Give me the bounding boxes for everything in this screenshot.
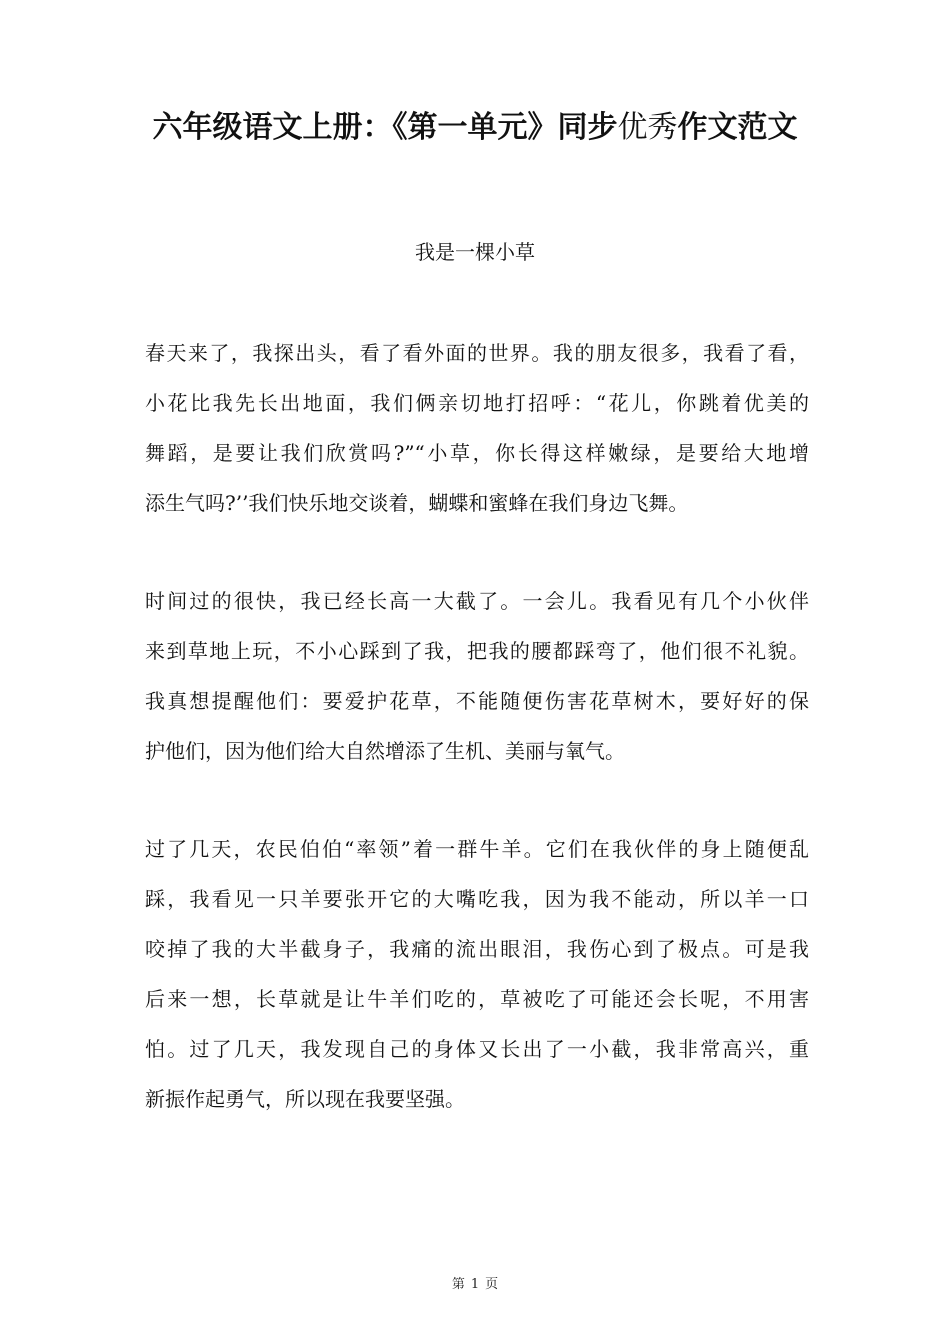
paragraph-3 bbox=[145, 824, 809, 1124]
paragraph-line: 小花比我先长出地面，我们俩亲切地打招呼：“花儿，你跳着优美的 bbox=[145, 391, 809, 415]
paragraph-line: 春天来了，我探出头，看了看外面的世界。我的朋友很多，我看了看， bbox=[145, 341, 809, 365]
paragraph-line: 新振作起勇气，所以现在我要坚强。 bbox=[145, 1087, 465, 1111]
paragraph-line: 我真想提醒他们：要爱护花草，不能随便伤害花草树木，要好好的保 bbox=[145, 689, 809, 713]
paragraph-line: 时间过的很快，我已经长高一大截了。一会儿。我看见有几个小伙伴 bbox=[145, 589, 809, 613]
paragraph-line: 舞蹈，是要让我们欣赏吗?”“小草，你长得这样嫩绿，是要给大地增 bbox=[145, 441, 809, 465]
paragraph-line: 添生气吗?’’我们快乐地交谈着，蝴蝶和蜜蜂在我们身边飞舞。 bbox=[145, 491, 689, 515]
paragraph-line: 护他们，因为他们给大自然增添了生机、美丽与氧气。 bbox=[145, 739, 625, 763]
paragraph-line: 怕。过了几天，我发现自己的身体又长出了一小截，我非常高兴，重 bbox=[145, 1037, 809, 1061]
paragraph-line: 咬掉了我的大半截身子，我痛的流出眼泪，我伤心到了极点。可是我 bbox=[145, 937, 809, 961]
footer-suffix: 页 bbox=[485, 1277, 499, 1292]
title-main: 六年级语文上册：《第一单元》同步 bbox=[152, 110, 618, 145]
paragraph-2 bbox=[145, 576, 809, 776]
footer-prefix: 第 bbox=[451, 1277, 465, 1292]
essay-title: 我是一棵小草 bbox=[415, 240, 535, 264]
page-title bbox=[0, 108, 950, 148]
paragraph-line: 过了几天，农民伯伯“率领”着一群牛羊。它们在我伙伴的身上随便乱 bbox=[145, 837, 809, 861]
paragraph-line: 踩，我看见一只羊要张开它的大嘴吃我，因为我不能动，所以羊一口 bbox=[145, 887, 809, 911]
paragraph-1 bbox=[145, 328, 809, 528]
page-footer bbox=[0, 1275, 950, 1295]
paragraph-line: 来到草地上玩，不小心踩到了我，把我的腰都踩弯了，他们很不礼貌。 bbox=[145, 639, 809, 663]
paragraph-line: 后来一想，长草就是让牛羊们吃的，草被吃了可能还会长呢，不用害 bbox=[145, 987, 809, 1011]
title-highlight: 优秀 bbox=[617, 110, 678, 145]
page-number: 1 bbox=[470, 1277, 480, 1292]
title-end: 作文范文 bbox=[677, 110, 798, 145]
